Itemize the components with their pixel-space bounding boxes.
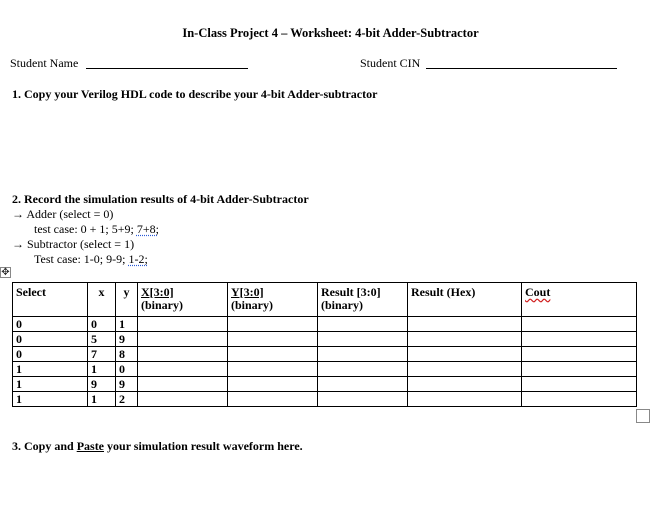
document-title: In-Class Project 4 – Worksheet: 4-bit Adder-Subtractor [182, 26, 479, 40]
cell-y[interactable]: 9 [116, 332, 138, 347]
cell-select[interactable]: 0 [13, 317, 88, 332]
student-name-field[interactable] [86, 56, 248, 69]
question-3-suffix: your simulation result waveform here. [104, 439, 303, 453]
cell-result-binary[interactable] [318, 362, 408, 377]
header-x-binary-line1: X[3:0] [141, 285, 174, 299]
subtractor-cases-text: Test case: 1-0; 9-9; [34, 252, 129, 266]
question-3 [12, 439, 303, 454]
cell-result-hex[interactable] [408, 392, 522, 407]
cell-y-binary[interactable] [228, 317, 318, 332]
cell-result-hex[interactable] [408, 377, 522, 392]
move-handle-icon[interactable]: ✥ [1, 267, 10, 278]
adder-cases-flagged: 7+8; [136, 222, 159, 236]
cell-cout[interactable] [522, 347, 637, 362]
cell-result-hex[interactable] [408, 347, 522, 362]
cell-x[interactable]: 1 [88, 392, 116, 407]
cell-x-binary[interactable] [138, 362, 228, 377]
table-row [13, 347, 637, 362]
header-x-binary-line2: (binary) [141, 298, 183, 312]
question-2: 2. Record the simulation results of 4-bit Adder-Subtractor [12, 192, 309, 206]
subtractor-test-cases [34, 252, 148, 267]
cell-x-binary[interactable] [138, 377, 228, 392]
cell-x-binary[interactable] [138, 317, 228, 332]
header-result-binary-line2: (binary) [321, 298, 363, 312]
header-y-binary-line2: (binary) [231, 298, 273, 312]
cell-result-hex[interactable] [408, 317, 522, 332]
cell-cout[interactable] [522, 332, 637, 347]
adder-heading: → Adder (select = 0) [12, 207, 114, 221]
header-x: x [88, 283, 116, 317]
cell-y[interactable]: 2 [116, 392, 138, 407]
cell-y[interactable]: 9 [116, 377, 138, 392]
cell-select[interactable]: 1 [13, 392, 88, 407]
cell-y[interactable]: 1 [116, 317, 138, 332]
header-cout-text: Cout [525, 285, 551, 299]
cell-x-binary[interactable] [138, 392, 228, 407]
cell-y-binary[interactable] [228, 377, 318, 392]
student-cin-label: Student CIN [360, 56, 421, 70]
cell-result-binary[interactable] [318, 332, 408, 347]
subtractor-cases-flagged: 1-2; [128, 252, 148, 266]
cell-x-binary[interactable] [138, 332, 228, 347]
cell-result-binary[interactable] [318, 317, 408, 332]
cell-y-binary[interactable] [228, 392, 318, 407]
table-row [13, 332, 637, 347]
results-table [12, 282, 637, 407]
header-cout [522, 283, 637, 317]
cell-y[interactable]: 8 [116, 347, 138, 362]
header-y-binary [228, 283, 318, 317]
question-3-prefix: 3. Copy and [12, 439, 77, 453]
cell-y[interactable]: 0 [116, 362, 138, 377]
cell-select[interactable]: 1 [13, 377, 88, 392]
table-header-row [13, 283, 637, 317]
question-3-paste: Paste [76, 439, 105, 453]
cell-y-binary[interactable] [228, 347, 318, 362]
cell-cout[interactable] [522, 317, 637, 332]
cell-result-binary[interactable] [318, 377, 408, 392]
table-row [13, 362, 637, 377]
header-result-binary [318, 283, 408, 317]
cell-x[interactable]: 0 [88, 317, 116, 332]
adder-test-cases [34, 222, 159, 237]
header-y: y [116, 283, 138, 317]
cell-select[interactable]: 1 [13, 362, 88, 377]
subtractor-heading: → Subtractor (select = 1) [12, 237, 135, 251]
student-name-label: Student Name [10, 56, 79, 70]
cell-x[interactable]: 5 [88, 332, 116, 347]
table-resize-icon[interactable] [636, 409, 650, 423]
table-row [13, 392, 637, 407]
cell-x[interactable]: 7 [88, 347, 116, 362]
cell-result-hex[interactable] [408, 332, 522, 347]
header-select: Select [13, 283, 88, 317]
cell-y-binary[interactable] [228, 362, 318, 377]
question-1: 1. Copy your Verilog HDL code to describe your 4-bit Adder-subtractor [12, 87, 378, 101]
header-result-hex: Result (Hex) [408, 283, 522, 317]
header-y-binary-line1: Y[3:0] [231, 285, 264, 299]
header-x-binary [138, 283, 228, 317]
cell-result-binary[interactable] [318, 392, 408, 407]
cell-select[interactable]: 0 [13, 332, 88, 347]
cell-result-hex[interactable] [408, 362, 522, 377]
header-result-binary-line1: Result [3:0] [321, 285, 381, 299]
cell-x[interactable]: 1 [88, 362, 116, 377]
adder-cases-text: test case: 0 + 1; 5+9; [34, 222, 137, 236]
cell-cout[interactable] [522, 392, 637, 407]
cell-result-binary[interactable] [318, 347, 408, 362]
cell-select[interactable]: 0 [13, 347, 88, 362]
table-row [13, 317, 637, 332]
student-cin-field[interactable] [426, 56, 617, 69]
table-row [13, 377, 637, 392]
cell-cout[interactable] [522, 377, 637, 392]
cell-x-binary[interactable] [138, 347, 228, 362]
cell-x[interactable]: 9 [88, 377, 116, 392]
cell-cout[interactable] [522, 362, 637, 377]
cell-y-binary[interactable] [228, 332, 318, 347]
